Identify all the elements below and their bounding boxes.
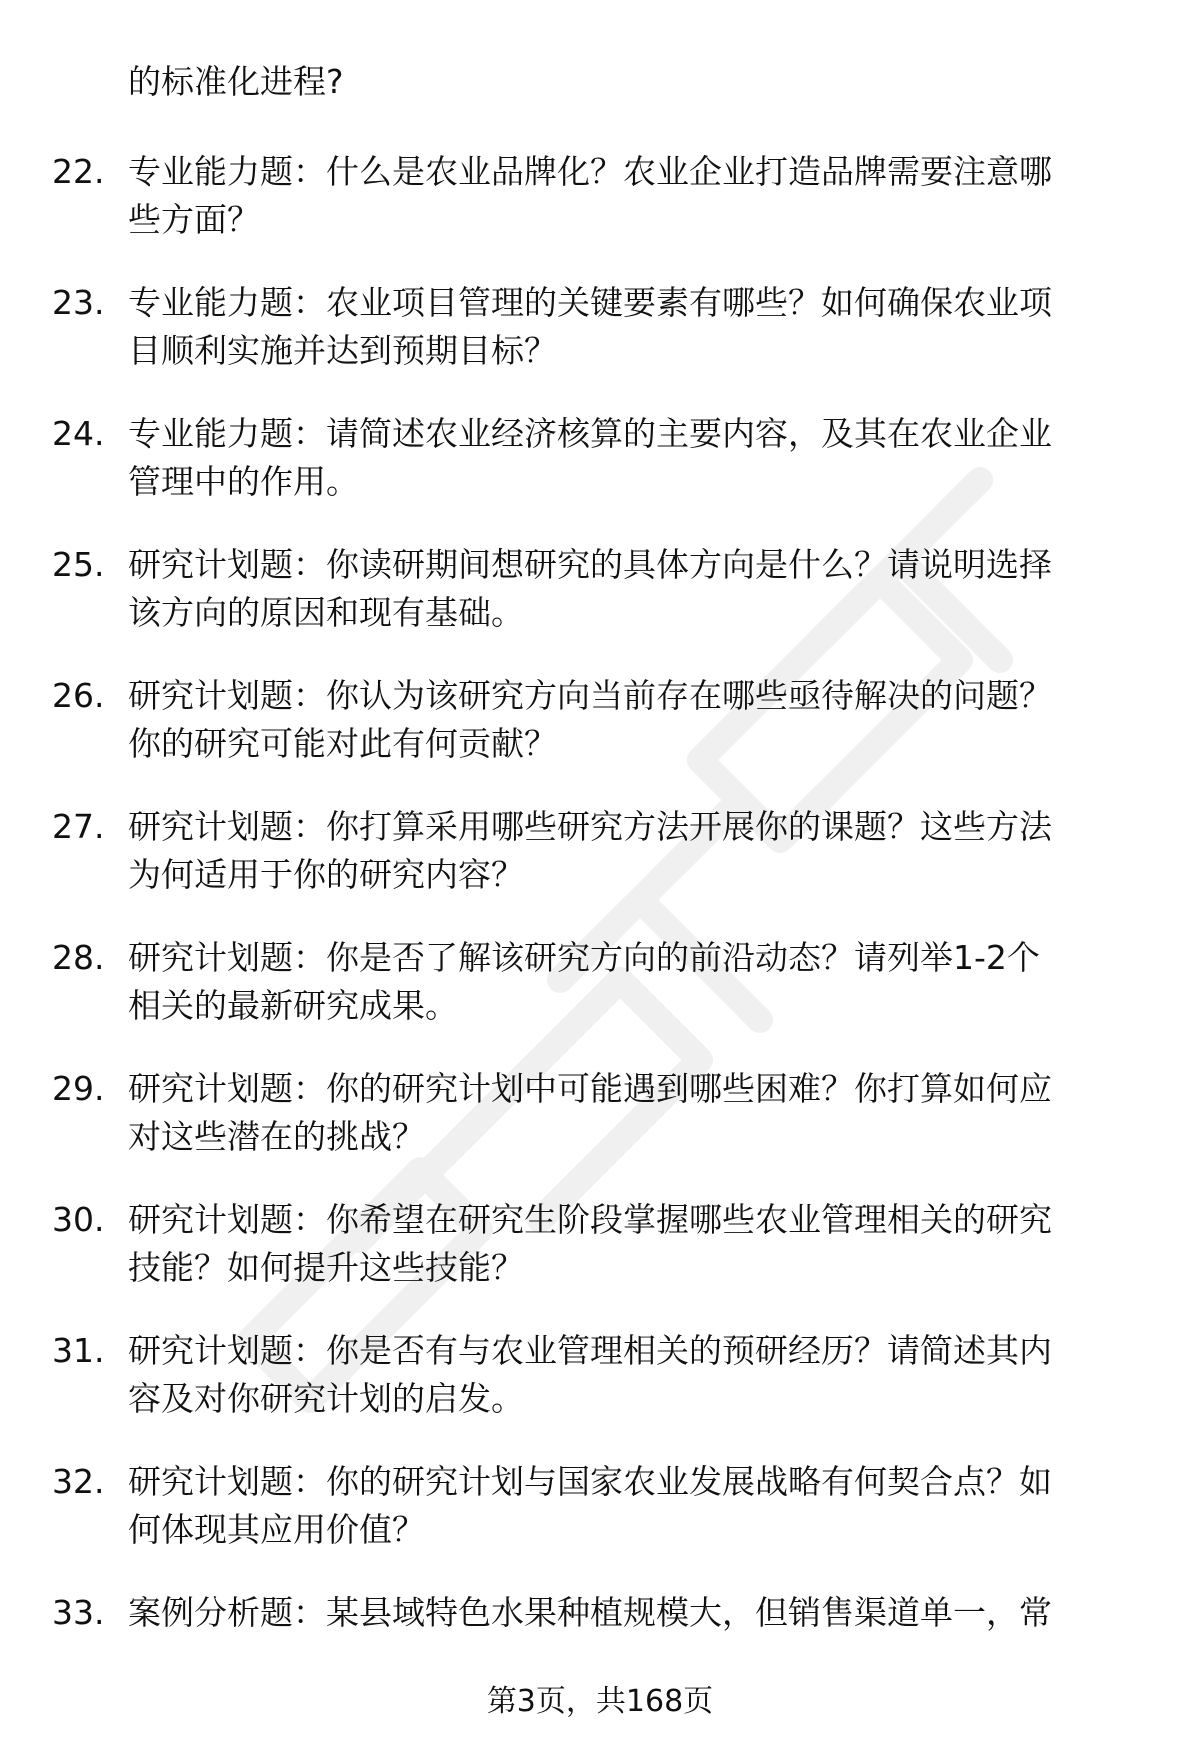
question-number: 29.: [52, 1069, 105, 1108]
question-number: 30.: [52, 1200, 105, 1239]
question-number: 32.: [52, 1462, 105, 1501]
question-text-line: 专业能力题：农业项目管理的关键要素有哪些？如何确保农业项: [128, 283, 1052, 322]
question-text: [128, 1065, 1138, 1161]
question-number: 23.: [52, 283, 105, 322]
question-text-line: 些方面？: [128, 200, 260, 239]
question-text-line: 相关的最新研究成果。: [128, 986, 458, 1025]
question-number: 31.: [52, 1331, 105, 1370]
question-text: [128, 1458, 1138, 1554]
question-text-line: 研究计划题：你是否了解该研究方向的前沿动态？请列举1-2个: [128, 938, 1040, 977]
question-text-line: 容及对你研究计划的启发。: [128, 1379, 524, 1418]
question-text-line: 案例分析题：某县域特色水果种植规模大，但销售渠道单一，常: [128, 1593, 1052, 1632]
question-item: [0, 1458, 1200, 1589]
question-text-line: 你的研究可能对此有何贡献？: [128, 724, 557, 763]
question-list: [0, 148, 1200, 1720]
continued-question-text: 的标准化进程?: [128, 62, 344, 101]
question-text-line: 研究计划题：你的研究计划与国家农业发展战略有何契合点？如: [128, 1462, 1052, 1501]
question-text: [128, 1327, 1138, 1423]
question-text: [128, 541, 1138, 637]
question-text: [128, 279, 1138, 375]
question-text-line: 研究计划题：你是否有与农业管理相关的预研经历？请简述其内: [128, 1331, 1052, 1370]
question-item: [0, 1196, 1200, 1327]
question-text: [128, 1589, 1138, 1637]
question-text: [128, 803, 1138, 899]
question-text-line: 研究计划题：你的研究计划中可能遇到哪些困难？你打算如何应: [128, 1069, 1052, 1108]
question-text-line: 专业能力题：请简述农业经济核算的主要内容，及其在农业企业: [128, 414, 1052, 453]
question-text-line: 为何适用于你的研究内容？: [128, 855, 524, 894]
question-item: [0, 410, 1200, 541]
question-number: 25.: [52, 545, 105, 584]
question-text: [128, 148, 1138, 244]
question-number: 27.: [52, 807, 105, 846]
question-text-line: 研究计划题：你希望在研究生阶段掌握哪些农业管理相关的研究: [128, 1200, 1052, 1239]
question-text: [128, 672, 1138, 768]
question-item: [0, 1327, 1200, 1458]
question-number: 28.: [52, 938, 105, 977]
question-text-line: 目顺利实施并达到预期目标？: [128, 331, 557, 370]
question-number: 24.: [52, 414, 105, 453]
question-text-line: 研究计划题：你读研期间想研究的具体方向是什么？请说明选择: [128, 545, 1052, 584]
question-text-line: 管理中的作用。: [128, 462, 359, 501]
question-number: 33.: [52, 1593, 105, 1632]
question-text-line: 技能？如何提升这些技能？: [128, 1248, 524, 1287]
question-item: [0, 803, 1200, 934]
question-number: 22.: [52, 152, 105, 191]
question-text: [128, 934, 1138, 1030]
question-text-line: 专业能力题：什么是农业品牌化？农业企业打造品牌需要注意哪: [128, 152, 1052, 191]
question-text-line: 研究计划题：你认为该研究方向当前存在哪些亟待解决的问题？: [128, 676, 1052, 715]
question-text-line: 该方向的原因和现有基础。: [128, 593, 524, 632]
question-text: [128, 1196, 1138, 1292]
question-text-line: 研究计划题：你打算采用哪些研究方法开展你的课题？这些方法: [128, 807, 1052, 846]
question-item: [0, 148, 1200, 279]
question-item: [0, 541, 1200, 672]
question-item: [0, 279, 1200, 410]
question-text: [128, 410, 1138, 506]
question-text-line: 对这些潜在的挑战？: [128, 1117, 425, 1156]
question-item: [0, 672, 1200, 803]
question-number: 26.: [52, 676, 105, 715]
page-footer: 第3页，共168页: [486, 1684, 714, 1719]
question-text-line: 何体现其应用价值？: [128, 1510, 425, 1549]
question-item: [0, 1065, 1200, 1196]
question-item: [0, 934, 1200, 1065]
